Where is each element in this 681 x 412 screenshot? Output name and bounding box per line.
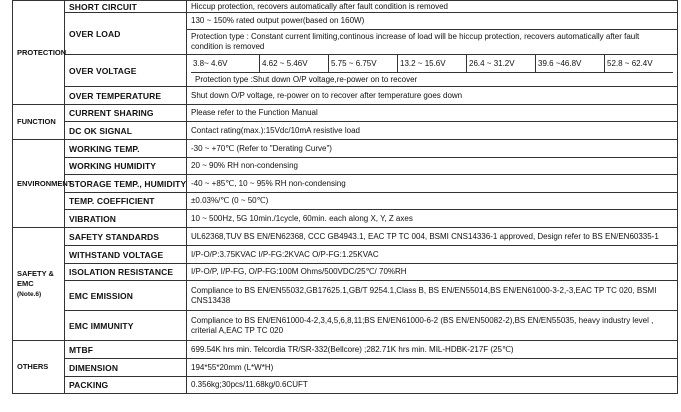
label-over-temperature: OVER TEMPERATURE xyxy=(65,87,187,105)
value-over-load-range: 130 ~ 150% rated output power(based on 160W) xyxy=(187,13,678,30)
label-over-load: OVER LOAD xyxy=(65,13,187,55)
value-temp-coeff: ±0.03%/℃ (0 ~ 50℃) xyxy=(187,193,678,210)
value-working-temp: -30 ~ +70℃ (Refer to "Derating Curve") xyxy=(187,140,678,158)
label-emc-emission: EMC EMISSION xyxy=(65,281,187,311)
label-temp-coeff: TEMP. COEFFICIENT xyxy=(65,193,187,210)
label-short-circuit: SHORT CIRCUIT xyxy=(65,1,187,13)
label-current-sharing: CURRENT SHARING xyxy=(65,105,187,122)
table-row xyxy=(13,210,678,228)
section-safety-emc xyxy=(13,228,65,341)
label-mtbf: MTBF xyxy=(65,341,187,359)
table-row xyxy=(13,1,678,13)
label-vibration: VIBRATION xyxy=(65,210,187,228)
table-row xyxy=(13,377,678,394)
value-withstand: I/P-O/P:3.75KVAC I/P-FG:2KVAC O/P-FG:1.25KVAC xyxy=(187,246,678,264)
table-row xyxy=(13,122,678,140)
label-storage: STORAGE TEMP., HUMIDITY xyxy=(65,175,187,193)
section-protection: PROTECTION xyxy=(13,1,65,105)
table-row xyxy=(13,175,678,193)
value-emc-emission: Compliance to BS EN/EN55032,GB17625.1,GB/T 9254.1,Class B, BS EN/EN55014,BS EN/EN61000-3-2,-3,EAC TP TC 020, BSMI CNS13438 xyxy=(187,281,678,311)
ov-range: 52.8 ~ 62.4V xyxy=(607,59,653,68)
table-row xyxy=(13,311,678,341)
value-dimension: 194*55*20mm (L*W*H) xyxy=(187,359,678,377)
ov-range: 3.8~ 4.6V xyxy=(191,55,260,72)
label-over-voltage: OVER VOLTAGE xyxy=(65,55,187,87)
value-current-sharing: Please refer to the Function Manual xyxy=(187,105,678,122)
ov-range: 4.62 ~ 5.46V xyxy=(260,55,329,72)
label-withstand: WITHSTAND VOLTAGE xyxy=(65,246,187,264)
value-over-temperature: Shut down O/P voltage, re-power on to recover after temperature goes down xyxy=(187,87,678,105)
table-row xyxy=(13,55,678,87)
label-emc-immunity: EMC IMMUNITY xyxy=(65,311,187,341)
section-environment: ENVIRONMENT xyxy=(13,140,65,228)
section-safety-line1: SAFETY & xyxy=(17,268,54,278)
value-storage: -40 ~ +85℃, 10 ~ 95% RH non-condensing xyxy=(187,175,678,193)
value-vibration: 10 ~ 500Hz, 5G 10min./1cycle, 60min. each along X, Y, Z axes xyxy=(187,210,678,228)
table-row xyxy=(13,246,678,264)
label-working-humidity: WORKING HUMIDITY xyxy=(65,158,187,175)
ov-range: 5.75 ~ 6.75V xyxy=(329,55,398,72)
value-isolation: I/P-O/P, I/P-FG, O/P-FG:100M Ohms/500VDC/25℃/ 70%RH xyxy=(187,264,678,281)
value-over-load-protection: Protection type : Constant current limiting,continous increase of load will be hiccup protection, recovers automatically after fault condition is removed xyxy=(187,30,678,55)
section-others: OTHERS xyxy=(13,341,65,394)
value-working-humidity: 20 ~ 90% RH non-condensing xyxy=(187,158,678,175)
value-over-voltage xyxy=(187,55,678,87)
ov-range: 13.2 ~ 15.6V xyxy=(398,55,467,72)
value-dc-ok: Contact rating(max.):15Vdc/10mA resistive load xyxy=(187,122,678,140)
table-row xyxy=(13,264,678,281)
label-safety-standards: SAFETY STANDARDS xyxy=(65,228,187,246)
table-row xyxy=(13,281,678,311)
label-dimension: DIMENSION xyxy=(65,359,187,377)
table-row xyxy=(13,87,678,105)
value-safety-standards: UL62368,TUV BS EN/EN62368, CCC GB4943.1, EAC TP TC 004, BSMI CNS14336-1 approved, Design refer to BS EN/EN60335-1 xyxy=(187,228,678,246)
value-packing: 0.356kg;30pcs/11.68kg/0.6CUFT xyxy=(187,377,678,394)
label-isolation: ISOLATION RESISTANCE xyxy=(65,264,187,281)
table-row xyxy=(13,359,678,377)
table-row xyxy=(13,228,678,246)
table-row xyxy=(13,341,678,359)
over-voltage-protection: Protection type :Shut down O/P voltage,re-power on to recover xyxy=(195,74,418,84)
label-packing: PACKING xyxy=(65,377,187,394)
section-safety-note: (Note.6) xyxy=(17,290,42,298)
label-working-temp: WORKING TEMP. xyxy=(65,140,187,158)
ov-range: 39.6 ~46.8V xyxy=(536,55,605,72)
table-row xyxy=(13,158,678,175)
ov-range: 26.4 ~ 31.2V xyxy=(467,55,536,72)
table-row xyxy=(13,140,678,158)
table-row xyxy=(13,193,678,210)
value-mtbf: 699.54K hrs min. Telcordia TR/SR-332(Bellcore) ;282.71K hrs min. MIL-HDBK-217F (25℃) xyxy=(187,341,678,359)
over-voltage-ranges xyxy=(191,55,673,72)
table-row xyxy=(13,13,678,30)
value-emc-immunity: Compliance to BS EN/EN61000-4-2,3,4,5,6,8,11;BS EN/EN61000-6-2 (BS EN/EN50082-2),BS EN/EN55035, heavy industry level , criterial A,EAC TP TC 020 xyxy=(187,311,678,341)
spec-table xyxy=(12,0,678,394)
section-function: FUNCTION xyxy=(13,105,65,140)
table-row xyxy=(13,105,678,122)
section-safety-line2: EMC xyxy=(17,278,34,288)
value-short-circuit: Hiccup protection, recovers automatically after fault condition is removed xyxy=(187,1,678,13)
label-dc-ok: DC OK SIGNAL xyxy=(65,122,187,140)
